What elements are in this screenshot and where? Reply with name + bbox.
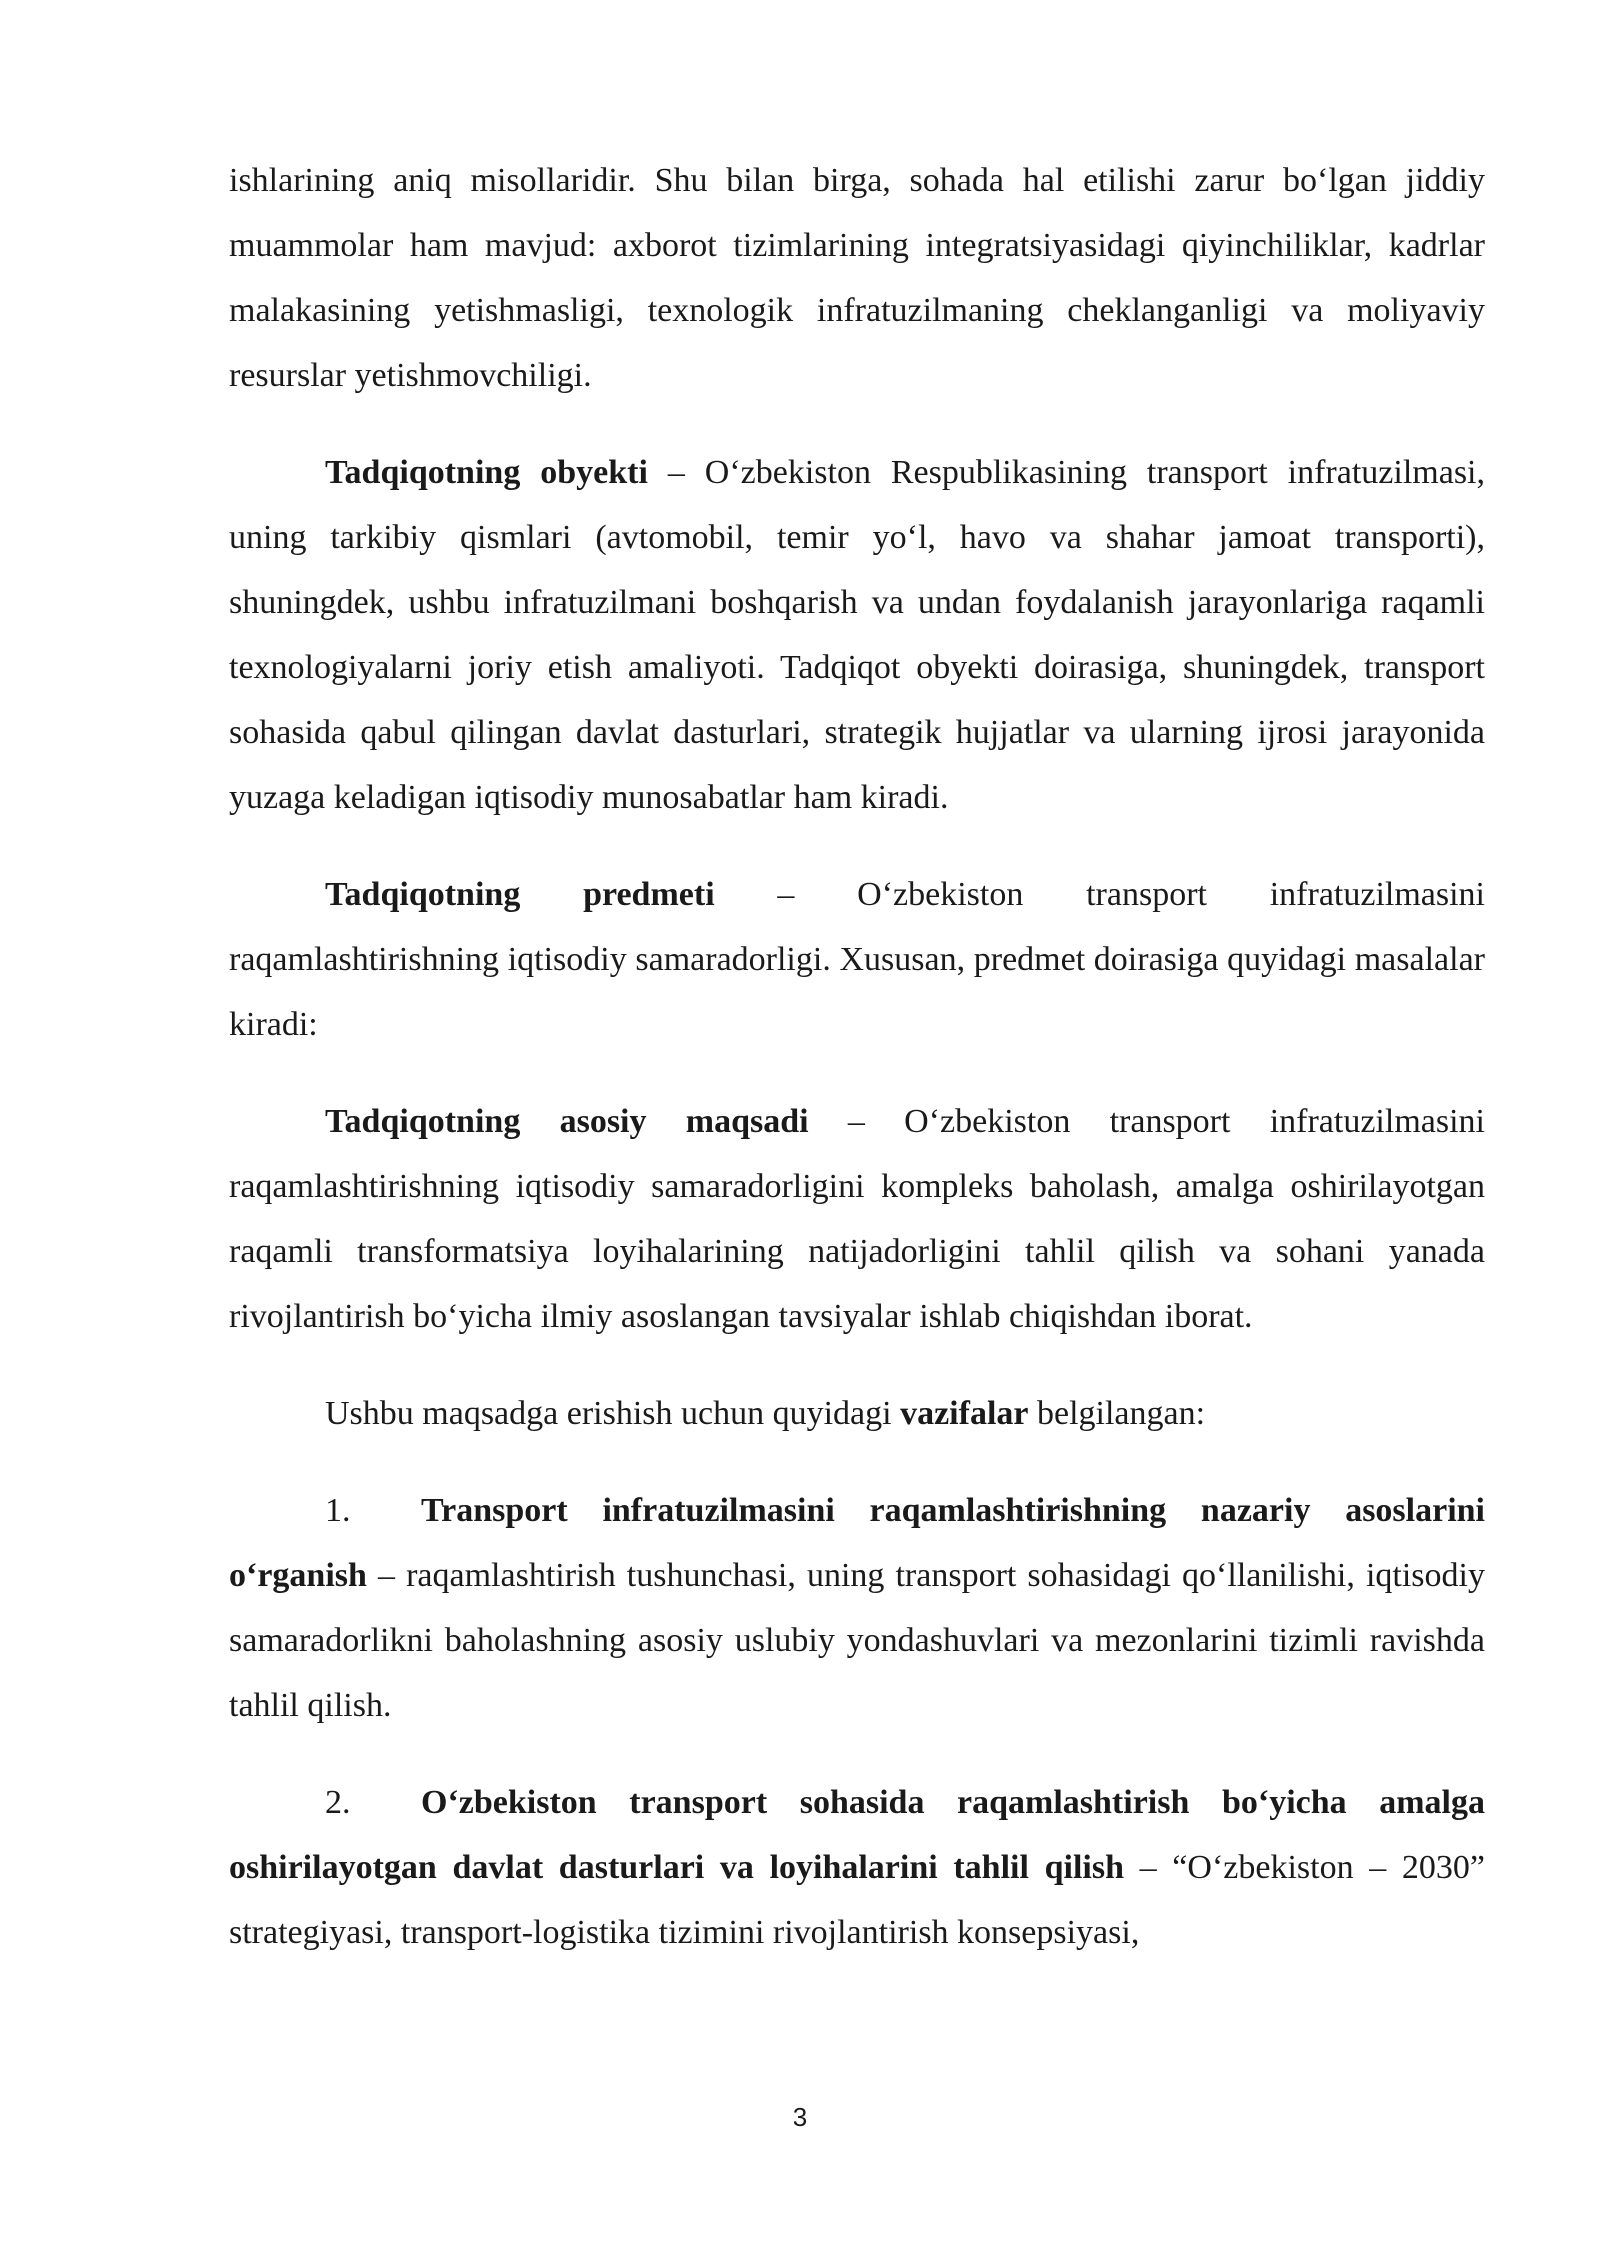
- paragraph-research-object: [229, 440, 1485, 830]
- paragraph-research-goal: [229, 1089, 1485, 1349]
- paragraph-bold-word: vazifalar: [900, 1395, 1029, 1432]
- task-text: – raqamlashtirish tushunchasi, uning transport sohasidagi qo‘llanilishi, iqtisodiy samaradorlikni baholashning asosiy uslubiy yondashuvlari va mezonlarini tizimli ravishda tahlil qilish.: [229, 1557, 1485, 1724]
- paragraph-text: – O‘zbekiston transport infratuzilmasini raqamlashtirishning iqtisodiy samaradorligini kompleks baholash, amalga oshirilayotgan raqamli transformatsiya loyihalarining natijadorligini tahlil qilish va sohani yanada rivojlantirish bo‘yicha ilmiy asoslangan tavsiyalar ishlab chiqishdan iborat.: [229, 1103, 1485, 1335]
- task-number: 2.: [325, 1784, 351, 1821]
- paragraph-text: ishlarining aniq misollaridir. Shu bilan birga, sohada hal etilishi zarur bo‘lgan jiddiy muammolar ham mavjud: axborot tizimlarining integratsiyasidagi qiyinchiliklar, kadrlar malakasining yetishmasligi, texnologik infratuzilmaning cheklanganligi va moliyaviy resurslar yetishmovchiligi.: [229, 162, 1485, 394]
- paragraph-intro-continuation: [229, 148, 1485, 408]
- paragraph-tasks-intro: [229, 1381, 1485, 1446]
- paragraph-text: – O‘zbekiston Respublikasining transport infratuzilmasi, uning tarkibiy qismlari (avtomobil, temir yo‘l, havo va shahar jamoat transporti), shuningdek, ushbu infratuzilmani boshqarish va undan foydalanish jarayonlariga raqamli texnologiyalarni joriy etish amaliyoti. Tadqiqot obyekti doirasiga, shuningdek, transport sohasida qabul qilingan davlat dasturlari, strategik hujjatlar va ularning ijrosi jarayonida yuzaga keladigan iqtisodiy munosabatlar ham kiradi.: [229, 454, 1485, 816]
- body-text: [229, 148, 1485, 1997]
- paragraph-text: – O‘zbekiston transport infratuzilmasini raqamlashtirishning iqtisodiy samaradorligi. Xususan, predmet doirasiga quyidagi masalalar kiradi:: [229, 876, 1485, 1043]
- task-item-1: [229, 1478, 1485, 1738]
- task-text: – “O‘zbekiston – 2030” strategiyasi, transport-logistika tizimini rivojlantirish konsepsiyasi,: [229, 1849, 1485, 1951]
- task-heading: Transport infratuzilmasini raqamlashtirishning nazariy asoslarini o‘rganish: [229, 1492, 1485, 1594]
- page-number: 3: [792, 2102, 808, 2132]
- paragraph-heading: Tadqiqotning predmeti: [325, 876, 715, 913]
- task-heading: O‘zbekiston transport sohasida raqamlashtirish bo‘yicha amalga oshirilayotgan davlat dasturlari va loyihalarini tahlil qilish: [229, 1784, 1485, 1886]
- paragraph-research-subject: [229, 862, 1485, 1057]
- paragraph-heading: Tadqiqotning obyekti: [325, 454, 648, 491]
- paragraph-heading: Tadqiqotning asosiy maqsadi: [325, 1103, 809, 1140]
- task-item-2: [229, 1770, 1485, 1965]
- task-number: 1.: [325, 1492, 351, 1529]
- paragraph-text: Ushbu maqsadga erishish uchun quyidagi: [325, 1395, 901, 1432]
- paragraph-text: belgilangan:: [1028, 1395, 1206, 1432]
